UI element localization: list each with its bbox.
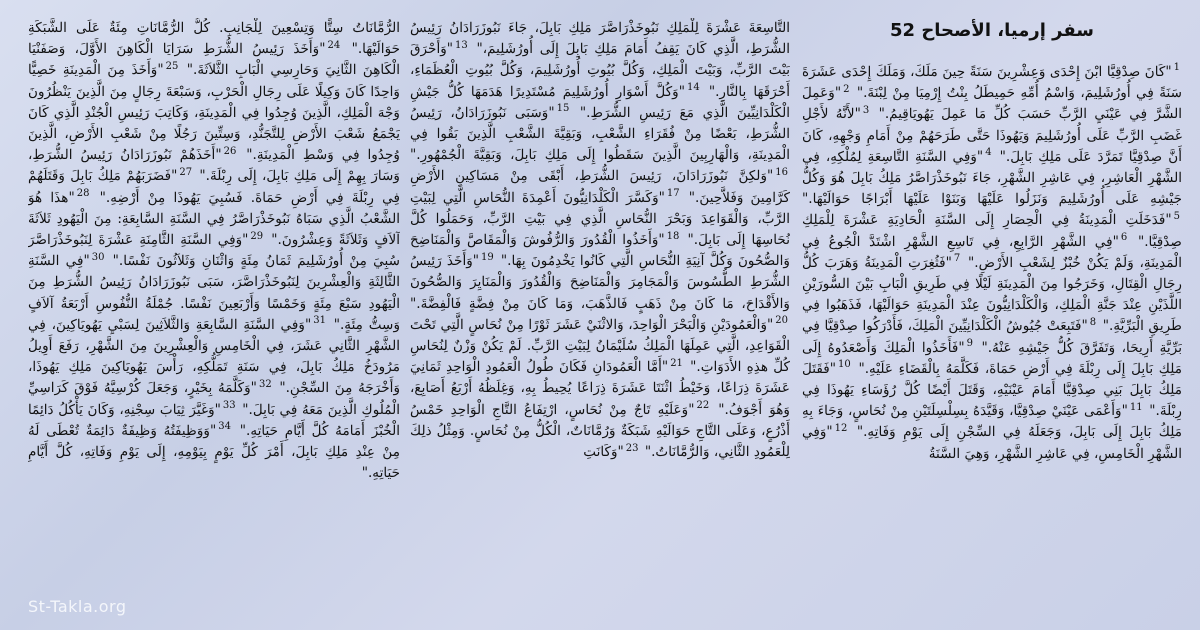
verse-number: 32 [258, 378, 272, 390]
verse-number: 3 [862, 104, 870, 116]
verse-number: 20 [775, 315, 788, 327]
verse-number: 27 [179, 166, 193, 178]
verse-text: "وَأَخَذَ رَئِيسُ الشُّرَطِ سَرَايَا الْكَاهِنَ الأَوَّلَ، وَصَفَنْيَا الْكَاهِنَ الثَّانِيَ وَحَارِسِي الْبَابِ الثَّلاَثَةَ." [28, 41, 400, 79]
verse-list-right [802, 62, 1182, 465]
verse-list-middle [410, 18, 790, 463]
verse-text: "وَأَحْرَقَ بَيْتَ الرَّبِّ، وَبَيْتَ الْمَلِكِ، وَكُلَّ بُيُوتِ أُورُشَلِيمَ، وَكُلَّ بُيُوتِ الْعُظَمَاءِ، أَحْرَقَهَا بِالنَّارِ." [410, 41, 790, 100]
verse-number: 12 [834, 422, 848, 434]
verse-text: "فَأَخَذُوا الْمَلِكَ وَأَصْعَدُوهُ إِلَى مَلِكِ بَابِلَ إِلَى رِبْلَةَ فِي أَرْضِ حَمَاةَ، فَكَلَّمَهُ بِالْقَضَاءِ عَلَيْهِ." [802, 339, 1182, 377]
verse-number: 29 [250, 230, 264, 242]
verse-text: "فَثُغِرَتِ الْمَدِينَةُ وَهَرَبَ كُلُّ رِجَالِ الْقِتَالِ، وَخَرَجُوا مِنَ الْمَدِينَةِ لَيْلًا فِي طَرِيقِ الْبَابِ بَيْنَ السُّورَيْنِ اللَّذَيْنِ عِنْدَ جَنَّةِ الْمَلِكِ، وَالْكَلْدَانِيُّونَ عِنْدَ الْمَدِينَةِ حَوَالَيْهَا، فَذَهَبُوا فِي طَرِيقِ الْبَرِّيَّةِ." [802, 254, 1182, 335]
verse-text: "وَسَبَى نَبُوزَرَادَانُ، رَئِيسُ الشُّرَطِ، بَعْضًا مِنْ فُقَرَاءِ الشَّعْبِ، وَبَقِيَّةَ الشَّعْبِ الَّذِينَ بَقُوا فِي الْمَدِينَةِ، وَالْهَارِبِينَ الَّذِينَ سَقَطُوا إِلَى مَلِكِ بَابِلَ، وَبَقِيَّةَ الْجُمْهُورِ." [410, 104, 790, 164]
verse-number: 34 [218, 421, 231, 433]
verse-text: "وَأَعْمَى عَيْنَيْ صِدْقِيَّا، وَقَيَّدَهُ بِسِلْسِلَتَيْنِ مِنْ نُحَاسٍ، وَجَاءَ بِهِ مَلِكُ بَابِلَ إِلَى بَابِلَ، وَجَعَلَهُ فِي السِّجْنِ إِلَى يَوْمِ وَفَاتِهِ." [802, 403, 1182, 441]
site-watermark: St-Takla.org [28, 597, 127, 616]
verse-text: "وَكُلَّ أَسْوَارِ أُورُشَلِيمَ مُسْتَدِيرًا هَدَمَهَا كُلُّ جَيْشِ الْكَلْدَانِيِّينَ الَّذِي مَعَ رَئِيسِ الشُّرَطِ." [410, 83, 790, 121]
verse-number: 25 [165, 60, 179, 72]
verse-text: "وَفِي السَّنَةِ التَّاسِعَةِ لِمُلْكِهِ، فِي الشَّهْرِ الْعَاشِرِ، فِي عَاشِرِ الشَّهْرِ، جَاءَ نَبُوخَذْرَاصَّرُ مَلِكُ بَابِلَ هُوَ وَكُلُّ جَيْشِهِ عَلَى أُورُشَلِيمَ وَنَزَلُوا عَلَيْهَا وَبَنَوْا عَلَيْهَا أَبْرَاجًا حَوَالَيْهَا." [802, 148, 1182, 208]
verse-text: "وَكَسَّرَ الْكَلْدَانِيُّونَ أَعْمِدَةَ النُّحَاسِ الَّتِي لِبَيْتِ الرَّبِّ، وَالْقَوَاعِدَ وَبَحْرَ النُّحَاسِ الَّذِي فِي بَيْتِ الرَّبِّ، وَحَمَلُوا كُلَّ نُحَاسِهَا إِلَى بَابِلَ." [410, 189, 790, 249]
verse-text: "أَخَذَهُمْ نَبُوزَرَادَانُ رَئِيسُ الشُّرَطِ، وَسَارَ بِهِمْ إِلَى مَلِكِ بَابِلَ، إِلَى رِبْلَةَ." [28, 147, 400, 185]
verse-text: "وَوَظِيفَتُهُ وَظِيفَةٌ دَائِمَةٌ تُعْطَى لَهُ مِنْ عِنْدِ مَلِكِ بَابِلَ، أَمْرَ كُلِّ يَوْمٍ بِيَوْمِهِ، إِلَى يَوْمِ وَفَاتِهِ، كُلَّ أَيَّامِ حَيَاتِهِ." [28, 422, 400, 482]
verse-number: 22 [696, 400, 710, 412]
verse-number: 11 [1129, 401, 1143, 413]
verse-number: 31 [313, 315, 326, 327]
verse-text: "كَانَ صِدْقِيَّا ابْنَ إِحْدَى وَعِشْرِينَ سَنَةً حِينَ مَلَكَ، وَمَلَكَ إِحْدَى عَشَرَةَ سَنَةً فِي أُورُشَلِيمَ، وَاسْمُ أُمِّهِ حَمِيطَلُ بِنْتُ إِرْمِيَا مِنْ لِبْنَةَ." [802, 64, 1182, 102]
verse-number: 5 [1173, 210, 1180, 222]
verse-text: "وَأَخَذُوا الْقُدُورَ وَالرُّفُوشَ وَالْمَقَاصَّ وَالْمَنَاضِحَ وَالصُّحُونَ وَكُلَّ آنِيَةِ النُّحَاسِ الَّتِي كَانُوا يَخْدِمُونَ بِهَا." [410, 232, 790, 270]
verse-list-left [28, 18, 400, 484]
verse-number: 10 [838, 359, 851, 371]
verse [583, 444, 640, 460]
verse-text: التَّاسِعَةَ عَشْرَةَ لِلْمَلِكِ نَبُوخَذْرَاصَّرَ مَلِكِ بَابِلَ، جَاءَ نَبُوزَرَادَانُ رَئِيسُ الشُّرَطِ، الَّذِي كَانَ يَقِفُ أَمَامَ مَلِكِ بَابِلَ إِلَى أُورُشَلِيمَ،" [410, 20, 790, 58]
verse-text: "وَالْعَمُودَيْنِ وَالْبَحْرَ الْوَاحِدَ، وَالاثْنَيْ عَشَرَ ثَوْرًا مِنْ نُحَاسٍ الَّتِي تَحْتَ الْقَوَاعِدِ، الَّتِي عَمِلَهَا الْمَلِكُ سُلَيْمَانُ لِبَيْتِ الرَّبِّ. لَمْ يَكُنْ وَزْنٌ لِنُحَاسِ كُلِّ هذِهِ الأَدَوَاتِ." [410, 316, 790, 376]
verse-text: "فِي السَّنَةِ الثَّالِثَةِ وَالْعِشْرِينَ لِنَبُوخَذْرَاصَّرَ، سَبَى نَبُوزَرَادَانُ رَئِيسُ الشُّرَطِ مِنَ الْيَهُودِ سَبْعَ مِئَةٍ وَخَمْسًا وَأَرْبَعِينَ نَفْسًا. جُمْلَةُ النُّفُوسِ أَرْبَعَةُ آلاَفٍ وَسِتُّ مِئَةٍ." [28, 253, 400, 333]
verse-number: 4 [985, 147, 992, 159]
verse-text: "وَأَخَذَ مِنَ الْمَدِينَةِ خَصِيًّا وَاحِدًا كَانَ وَكِيلًا عَلَى رِجَالِ الْحَرْبِ، وَسَبْعَةَ رِجَالٍ مِنَ الَّذِينَ يَنْظُرُونَ وَجْهَ الْمَلِكِ، الَّذِينَ وُجِدُوا فِي الْمَدِينَةِ، وَكَاتِبَ رَئِيسِ الْجُنْدِ الَّذِي كَانَ يَجْمَعُ شَعْبَ الأَرْضِ لِلتَّجَنُّدِ، وَسِتِّينَ رَجُلًا مِنْ شَعْبِ الأَرْضِ، الَّذِينَ وُجِدُوا فِي وَسْطِ الْمَدِينَةِ." [28, 62, 400, 164]
verse-number: 16 [775, 166, 788, 178]
verse-number: 30 [91, 251, 105, 263]
verse-number: 6 [1120, 232, 1128, 244]
verse-text: "فَقَتَلَ مَلِكُ بَابِلَ بَنِي صِدْقِيَّا أَمَامَ عَيْنَيْهِ، وَقَتَلَ أَيْضًا كُلَّ رُؤَسَاءِ يَهُوذَا فِي رِبْلَةَ." [802, 360, 1182, 420]
verse-text: "هذَا هُوَ الشَّعْبُ الَّذِي سَبَاهُ نَبُوخَذْرَاصَّرُ فِي السَّنَةِ السَّابِعَةِ: مِنَ الْيَهُودِ ثَلاَثَةَ آلاَفٍ وَثَلاَثَةً وَعِشْرُونَ." [28, 189, 400, 249]
verse-number: 14 [687, 82, 700, 94]
verse-text: "وَأَخَذَ رَئِيسُ الشُّرَطِ الطُّسُوسَ وَالْمَجَامِرَ وَالْمَنَاضِحَ وَالْقُدُورَ وَالْمَنَايِرَ وَالصُّحُونَ وَالأَقْدَاحَ، مَا كَانَ مِنْ ذَهَبٍ فَالذَّهَبَ، وَمَا كَانَ مِنْ فِضَّةٍ فَالْفِضَّةَ." [410, 253, 790, 312]
verse-number: 21 [670, 357, 683, 369]
verse-number: 1 [1173, 62, 1180, 74]
verse-text: "وَكَلَّمَهُ بِخَيْرٍ، وَجَعَلَ كُرْسِيَّهُ فَوْقَ كَرَاسِيِّ الْمُلُوكِ الَّذِينَ مَعَهُ فِي بَابِلَ." [28, 380, 400, 418]
verse-number: 18 [666, 230, 680, 242]
verse-text: الرُّمَّانَاتُ سِتًّا وَتِسْعِينَ لِلْجَانِبِ. كُلُّ الرُّمَّانَاتِ مِئَةٌ عَلَى الشَّبَكَةِ حَوَالَيْهَا." [28, 20, 400, 58]
verse-number: 9 [966, 338, 973, 350]
verse-text: "فَضَرَبَهُمْ مَلِكُ بَابِلَ وَقَتَلَهُمْ فِي رِبْلَةَ فِي أَرْضِ حَمَاةَ. فَسُبِيَ يَهُوذَا مِنْ أَرْضِهِ." [28, 168, 400, 206]
verse-number: 24 [327, 39, 341, 51]
verse-number: 15 [556, 103, 570, 115]
verse-text: "فِي الشَّهْرِ الرَّابِعِ، فِي تَاسِعِ الشَّهْرِ اشْتَدَّ الْجُوعُ فِي الْمَدِينَةِ، وَلَمْ يَكُنْ خُبْزٌ لِشَعْبِ الأَرْضِ." [802, 233, 1182, 271]
verse-number: 33 [222, 400, 236, 412]
verse-text: "وَفِي الشَّهْرِ الْخَامِسِ، فِي عَاشِرِ الشَّهْرِ، وَهِيَ السَّنَةُ [802, 424, 1182, 462]
verse [802, 403, 1182, 440]
verse-number: 28 [76, 188, 90, 200]
text-column-left [28, 18, 400, 596]
text-column-right [802, 18, 1182, 596]
verse-text: "وَعَمِلَ الشَّرَّ فِي عَيْنَيِ الرَّبِّ حَسَبَ كُلِّ مَا عَمِلَ يَهُويَاقِيمُ." [802, 85, 1182, 123]
verse [802, 64, 1182, 101]
verse-number: 17 [666, 188, 680, 200]
verse-text: "وَفِي السَّنَةِ السَّابِعَةِ وَالثَّلاَثِينَ لِسَبْيِ يَهُويَاكِينَ، فِي الشَّهْرِ الثَّانِي عَشَرَ، فِي الْخَامِسِ وَالْعِشْرِينَ مِنَ الشَّهْرِ، رَفَعَ أَوِيلُ مَرُودَخُ مَلِكُ بَابِلَ، فِي سَنَةِ تَمَلُّكِهِ، رَأْسَ يَهُويَاكِينَ مَلِكِ يَهُوذَا، وَأَخْرَجَهُ مِنَ السِّجْنِ." [28, 316, 400, 397]
text-column-middle [410, 18, 790, 596]
verse-number: 23 [625, 442, 639, 454]
verse-text: "وَكَانَتِ [583, 444, 624, 461]
chapter-page [18, 18, 1182, 600]
verse-text: "لأَنَّهُ لأَجْلِ غَضَبِ الرَّبِّ عَلَى أُورُشَلِيمَ وَيَهُوذَا حَتَّى طَرَحَهُمْ مِنْ أَمَامِ وَجْهِهِ، كَانَ أَنَّ صِدْقِيَّا تَمَرَّدَ عَلَى مَلِكِ بَابِلَ." [802, 106, 1182, 165]
verse-text: "وَفِي السَّنَةِ الثَّامِنَةِ عَشْرَةَ لِنَبُوخَذْرَاصَّرَ سُبِيَ مِنْ أُورُشَلِيمَ ثَمَانُ مِئَةٍ وَاثْنَانِ وَثَلاَثُونَ نَفْسًا." [28, 232, 400, 270]
verse-number: 2 [843, 83, 850, 95]
verse-text: "وَغَيَّرَ ثِيَابَ سِجْنِهِ، وَكَانَ يَأْكُلُ دَائِمًا الْخُبْزَ أَمَامَهُ كُلَّ أَيَّامِ حَيَاتِهِ." [28, 401, 400, 439]
verse-number: 7 [953, 253, 961, 265]
verse-number: 13 [455, 39, 468, 51]
verse-number: 19 [481, 251, 494, 263]
verse-text: "وَعَلَيْهِ تَاجٌ مِنْ نُحَاسٍ، ارْتِفَاعُ التَّاجِ الْوَاحِدِ خَمْسُ أَذْرُعٍ، وَعَلَى التَّاجِ حَوَالَيْهِ شَبَكَةٌ وَرُمَّانَاتٌ، الْكُلُّ مِنْ نُحَاسٍ. وَمِثْلُ ذلِكَ لِلْعَمُودِ الثَّانِي، وَالرُّمَّانَاتُ." [410, 401, 790, 461]
verse-number: 8 [1089, 316, 1097, 328]
verse-text: "وَلكِنَّ نَبُوزَرَادَانَ، رَئِيسَ الشُّرَطِ، أَبْقَى مِنْ مَسَاكِينِ الأَرْضِ كَرَّامِينَ وَفَلاَّحِينَ." [410, 168, 790, 206]
verse-number: 26 [223, 145, 237, 157]
chapter-title: سفر إرميا، الأصحاح 52 [889, 20, 1094, 41]
verse-text: "فَدَخَلَتِ الْمَدِينَةُ فِي الْحِصَارِ إِلَى السَّنَةِ الْحَادِيَةِ عَشْرَةَ لِلْمَلِكِ صِدْقِيَّا." [802, 212, 1182, 250]
verse-text: "أَمَّا الْعَمُودَانِ فَكَانَ طُولُ الْعَمُودِ الْوَاحِدِ ثَمَانِيَ عَشَرَةَ ذِرَاعًا، وَخَيْطُ اثْنَتَا عَشَرَةَ ذِرَاعًا يُحِيطُ بِهِ، وَغِلَظُهُ أَرْبَعُ أَصَابِعَ، وَهُوَ أَجْوَفُ." [410, 359, 790, 418]
verse-text: "فَتَبِعَتْ جُيُوشُ الْكَلْدَانِيِّينَ الْمَلِكَ، فَأَدْرَكُوا صِدْقِيَّا فِي بَرِّيَّةِ أَرِيحَا، وَتَفَرَّقَ كُلُّ جَيْشِهِ عَنْهُ." [802, 318, 1182, 356]
